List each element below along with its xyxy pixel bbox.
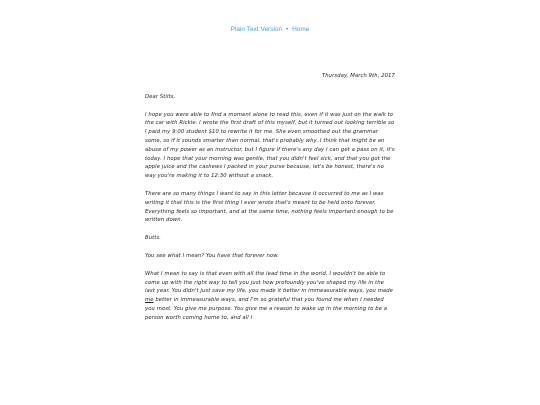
letter-paragraph-1: I hope you were able to find a moment alone to read this, even if it was just on the walk to the car with Rickie. I wrote the first draft of this myself, but it turned out looking terrible so I paid my 9:00 student $10 to rewrite it for me. She even smoothed out the grammar some, so if it sounds smarter than normal, that's probably why. I think that might be an abuse of my power as an instructor, but I figure if there's any day I can get a pass on it, it's today. I hope that your morning was gentle, that you didn't feel sick, and that you got the apple juice and the cashews I packed in your purse because, let's be honest, there's no way you're making it to 12:30 without a snack. [145,111,395,180]
letter-paragraph-2: There are so many things I want to say in this letter because it occurred to me as I was writing it that this is the first thing I ever wrote that's meant to be held onto forever. Everything feels so important, and at the same time, nothing feels important enough to be written down. [145,190,394,224]
top-nav [0,26,540,33]
nav-separator: • [285,26,289,33]
letter-paragraph-4: You see what I mean? You have that forever now. [145,252,280,259]
home-link[interactable]: Home [292,26,310,33]
paragraph-5-part-a: What I mean to say is that even with all the lead time in the world, I wouldn't be able to come up with the right way to tell you just how profoundly you've shaped my life in the last year. You didn't just save my life, you made it better in immeasurable ways, you made [145,270,394,295]
letter-date: Thursday, March 9th, 2017 [321,73,395,79]
letter-paragraph-3: Butts. [145,235,162,242]
letter-paragraph-5 [145,270,395,323]
letter-salutation: Dear Stilts, [145,93,176,100]
underlined-word: me [145,297,154,304]
paragraph-5-part-b: better in immeasurable ways, and I'm so grateful that you found me when I needed you most. You give me purpose. You give me a reason to wake up in the morning to be a person worth coming home to, and all I [145,297,388,321]
letter-body [145,72,395,332]
plain-text-version-link[interactable]: Plain Text Version [230,26,283,33]
